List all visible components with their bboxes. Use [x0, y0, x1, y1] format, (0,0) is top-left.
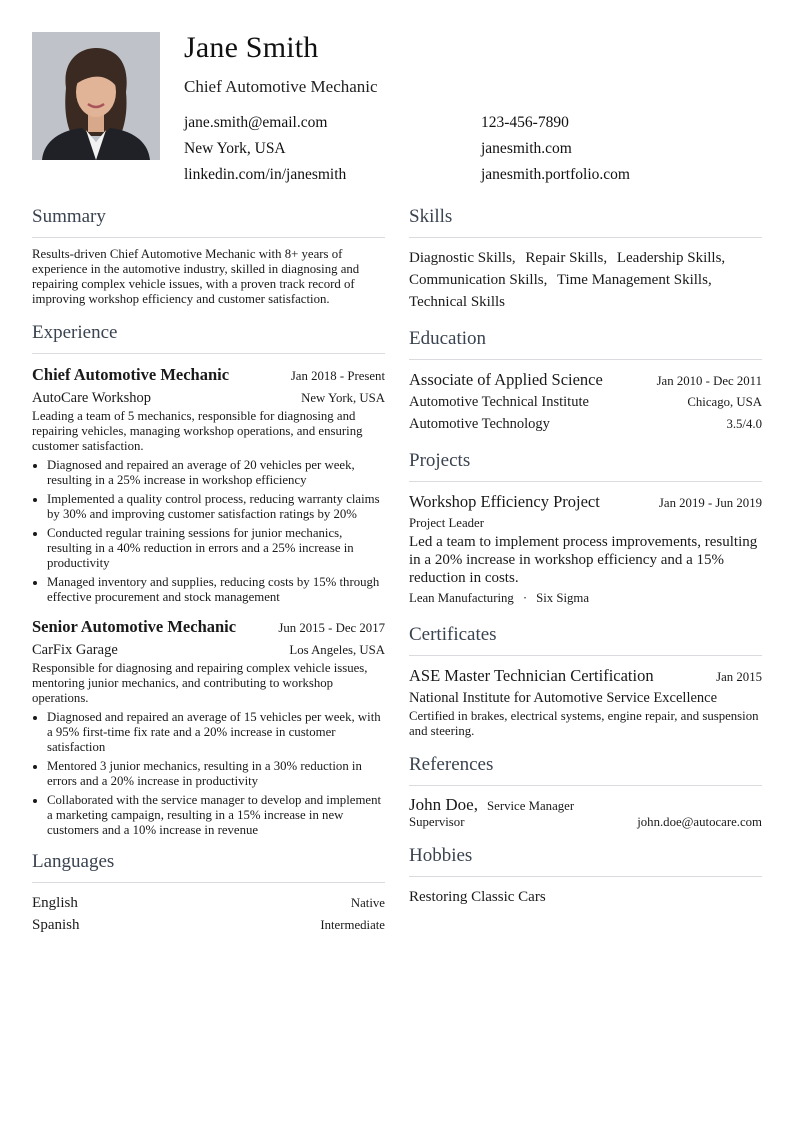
job-company: CarFix Garage: [32, 642, 118, 658]
education-school: Automotive Technical Institute: [409, 394, 589, 410]
job-company: AutoCare Workshop: [32, 390, 151, 406]
contact-linkedin[interactable]: linkedin.com/in/janesmith: [184, 166, 347, 183]
job-bullet: • Diagnosed and repaired an average of 20 vehicles per week, resulting in a 25% increase in workshop efficiency: [47, 458, 385, 488]
job-location: New York, USA: [301, 391, 385, 405]
project-description: Led a team to implement process improvements, resulting in a 20% increase in workshop efficiency and a 15% reduction in costs.: [409, 534, 758, 586]
contact-portfolio[interactable]: janesmith.portfolio.com: [481, 166, 630, 183]
education-heading: Education: [409, 327, 762, 360]
reference-role: Service Manager: [487, 799, 575, 813]
contact-location: New York, USA: [184, 140, 286, 157]
contact-website[interactable]: janesmith.com: [481, 140, 572, 157]
skills-heading: Skills: [409, 205, 762, 238]
project-tag: Lean Manufacturing: [409, 591, 514, 605]
skill-item: Technical Skills: [409, 294, 506, 310]
skill-item: Diagnostic Skills,: [409, 250, 516, 266]
job-entry: [32, 615, 385, 838]
hobby-item: Restoring Classic Cars: [409, 889, 546, 905]
contact-email[interactable]: jane.smith@email.com: [184, 114, 328, 131]
skill-item: Repair Skills,: [525, 250, 608, 266]
certificates-section: [409, 623, 762, 739]
reference-name: John Doe,: [409, 795, 478, 814]
job-entry: [32, 363, 385, 605]
references-section: [409, 753, 762, 830]
tag-separator: ·: [522, 591, 528, 605]
profile-photo: [32, 32, 160, 160]
certificate-date: Jan 2015: [716, 670, 762, 684]
skill-item: Communication Skills,: [409, 272, 548, 288]
education-location: Chicago, USA: [687, 395, 762, 409]
summary-text: Results-driven Chief Automotive Mechanic with 8+ years of experience in the automotive industry, skilled in diagnosing and repairing complex vehicle issues, with a proven track record of improving workshop efficiency and customer satisfaction.: [32, 247, 360, 306]
experience-heading: Experience: [32, 321, 385, 354]
job-description: Leading a team of 5 mechanics, responsible for diagnosing and repairing vehicles, managing workshop operations, and ensuring customer satisfaction.: [32, 409, 363, 453]
language-name: Spanish: [32, 917, 80, 933]
hobbies-heading: Hobbies: [409, 844, 762, 877]
project-role: Project Leader: [409, 516, 484, 530]
projects-heading: Projects: [409, 449, 762, 482]
education-dates: Jan 2010 - Dec 2011: [656, 374, 762, 388]
job-bullets: [32, 458, 385, 605]
education-section: [409, 327, 762, 435]
skills-list: [409, 247, 762, 313]
language-level: Native: [350, 896, 385, 910]
certificates-heading: Certificates: [409, 623, 762, 656]
education-degree: Associate of Applied Science: [409, 370, 603, 389]
summary-heading: Summary: [32, 205, 385, 238]
certificate-name: ASE Master Technician Certification: [409, 666, 654, 685]
reference-email[interactable]: john.doe@autocare.com: [637, 815, 762, 829]
job-bullet: • Mentored 3 junior mechanics, resulting in a 30% reduction in errors and a 20% increase in productivity: [47, 759, 385, 789]
job-bullet: • Collaborated with the service manager to develop and implement a marketing campaign, resulting in a 15% increase in new customers and a 10% increase in revenue: [47, 793, 385, 838]
certificate-description: Certified in brakes, electrical systems, engine repair, and suspension and steering.: [409, 709, 759, 738]
job-bullet: • Managed inventory and supplies, reducing costs by 15% through effective procurement and stock management: [47, 575, 385, 605]
skill-item: Leadership Skills,: [616, 250, 726, 266]
education-field: Automotive Technology: [409, 416, 550, 432]
experience-section: [32, 321, 385, 838]
right-column: [409, 205, 762, 922]
job-dates: Jun 2015 - Dec 2017: [278, 621, 385, 635]
job-bullet: • Diagnosed and repaired an average of 15 vehicles per week, with a 95% first-time fix rate and a 20% increase in customer satisfaction: [47, 710, 385, 755]
project-name: Workshop Efficiency Project: [409, 492, 600, 511]
candidate-title: Chief Automotive Mechanic: [184, 77, 378, 96]
reference-relation: Supervisor: [409, 815, 465, 829]
skill-item: Time Management Skills,: [556, 272, 712, 288]
project-tag: Six Sigma: [536, 591, 590, 605]
hobbies-section: [409, 844, 762, 908]
job-title: Senior Automotive Mechanic: [32, 617, 237, 636]
projects-section: [409, 449, 762, 609]
job-description: Responsible for diagnosing and repairing complex vehicle issues, mentoring junior mechanics, and contributing to workshop operations.: [32, 661, 368, 705]
skills-section: [409, 205, 762, 313]
references-heading: References: [409, 753, 762, 786]
language-level: Intermediate: [320, 918, 385, 932]
languages-section: [32, 850, 385, 936]
job-dates: Jan 2018 - Present: [290, 369, 385, 383]
project-dates: Jan 2019 - Jun 2019: [658, 496, 762, 510]
job-location: Los Angeles, USA: [289, 643, 385, 657]
job-bullets: [32, 710, 385, 838]
education-gpa: 3.5/4.0: [726, 417, 762, 431]
job-title: Chief Automotive Mechanic: [32, 365, 230, 384]
language-name: English: [32, 895, 78, 911]
certificate-issuer: National Institute for Automotive Service Excellence: [409, 690, 718, 706]
left-column: [32, 205, 385, 950]
contact-phone[interactable]: 123-456-7890: [481, 114, 569, 131]
portrait-image: [32, 32, 160, 160]
summary-section: [32, 205, 385, 307]
project-tags: [409, 587, 762, 609]
job-bullet: • Conducted regular training sessions for junior mechanics, resulting in a 40% reduction in errors and a 25% increase in productivity: [47, 526, 385, 571]
candidate-name: Jane Smith: [184, 31, 319, 64]
job-bullet: • Implemented a quality control process, reducing warranty claims by 30% and improving customer satisfaction ratings by 20%: [47, 492, 385, 522]
languages-heading: Languages: [32, 850, 385, 883]
